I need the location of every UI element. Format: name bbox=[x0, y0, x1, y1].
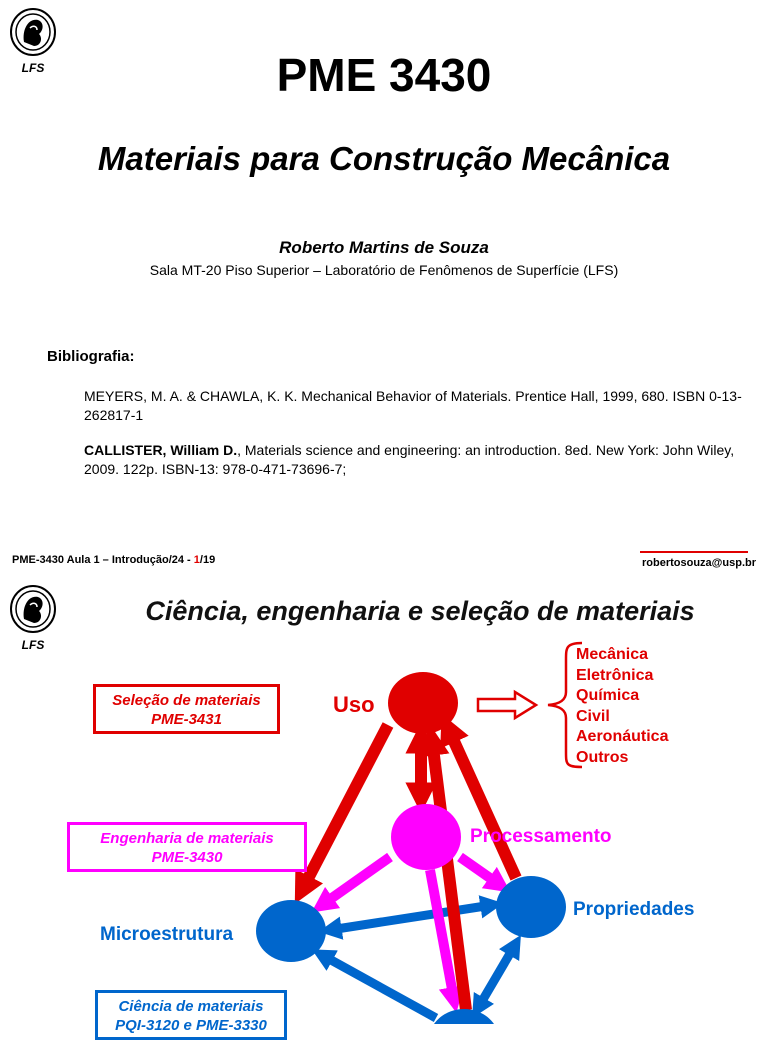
box-engineering-line2: PME-3430 bbox=[151, 849, 223, 866]
node-processing bbox=[391, 804, 461, 870]
box-science-line1: Ciência de materiais bbox=[118, 998, 264, 1015]
footer-total: /19 bbox=[199, 554, 216, 566]
page-title: PME 3430 bbox=[276, 49, 492, 101]
area-item: Eletrônica bbox=[576, 666, 654, 684]
node-performance bbox=[429, 1009, 499, 1024]
node-use bbox=[388, 672, 458, 734]
node-microstructure-label: Microestrutura bbox=[100, 924, 234, 945]
node-processing-label: Processamento bbox=[470, 826, 612, 847]
edge-prop-perf bbox=[478, 945, 515, 1008]
author-name: Roberto Martins de Souza bbox=[279, 238, 489, 257]
room-info: Sala MT-20 Piso Superior – Laboratório de Fenômenos de Superfície (LFS) bbox=[149, 262, 619, 278]
box-materials-selection bbox=[93, 684, 280, 734]
logo-label: LFS bbox=[21, 638, 45, 652]
footer-page: 1 bbox=[193, 554, 200, 566]
node-properties-label: Propriedades bbox=[573, 899, 695, 920]
reference-1: MEYERS, M. A. & CHAWLA, K. K. Mechanical Behavior of Materials. Prentice Hall, 1999, 680. ISBN 0-13-262817-1 bbox=[84, 388, 742, 423]
node-use-label: Uso bbox=[333, 692, 375, 717]
edge-micro-prop bbox=[330, 905, 492, 930]
slide2-title: Ciência, engenharia e seleção de materiais bbox=[145, 596, 695, 626]
course-subtitle: Materiais para Construção Mecânica bbox=[97, 140, 671, 177]
area-item: Química bbox=[576, 687, 640, 704]
reference-2-details: , Materials science and engineering: an introduction. 8ed. New York: John Wiley, 2009. 122p. ISBN-13: 978-0-471-73696-7; bbox=[84, 442, 735, 477]
area-item: Aeronáutica bbox=[576, 728, 669, 745]
node-properties bbox=[496, 876, 566, 938]
footer-email: robertosouza@usp.br bbox=[641, 557, 756, 569]
bibliography-heading: Bibliografia: bbox=[47, 348, 135, 365]
node-microstructure bbox=[256, 900, 326, 962]
edge-proc-micro bbox=[322, 857, 390, 905]
reference-2-author: CALLISTER, William D. bbox=[84, 442, 238, 458]
application-areas-list bbox=[576, 645, 668, 768]
edge-use-prop bbox=[448, 728, 516, 878]
box-engineering-line1: Engenharia de materiais bbox=[100, 830, 274, 847]
edge-proc-prop bbox=[460, 857, 500, 885]
edge-micro-perf bbox=[322, 955, 436, 1018]
area-item: Civil bbox=[576, 707, 610, 725]
box-science-line2: PQI-3120 e PME-3330 bbox=[115, 1017, 267, 1034]
box-materials-science bbox=[95, 990, 287, 1040]
footer-course-text: PME-3430 Aula 1 – Introdução/24 - bbox=[12, 554, 194, 566]
box-materials-engineering bbox=[67, 822, 307, 872]
area-item: Mecânica bbox=[576, 646, 649, 663]
box-selection-line2: PME-3431 bbox=[151, 711, 222, 728]
box-selection-line1: Seleção de materiais bbox=[112, 692, 261, 709]
area-item: Outros bbox=[576, 748, 629, 766]
logo-label: LFS bbox=[21, 61, 45, 75]
hollow-arrow-icon bbox=[478, 692, 536, 718]
